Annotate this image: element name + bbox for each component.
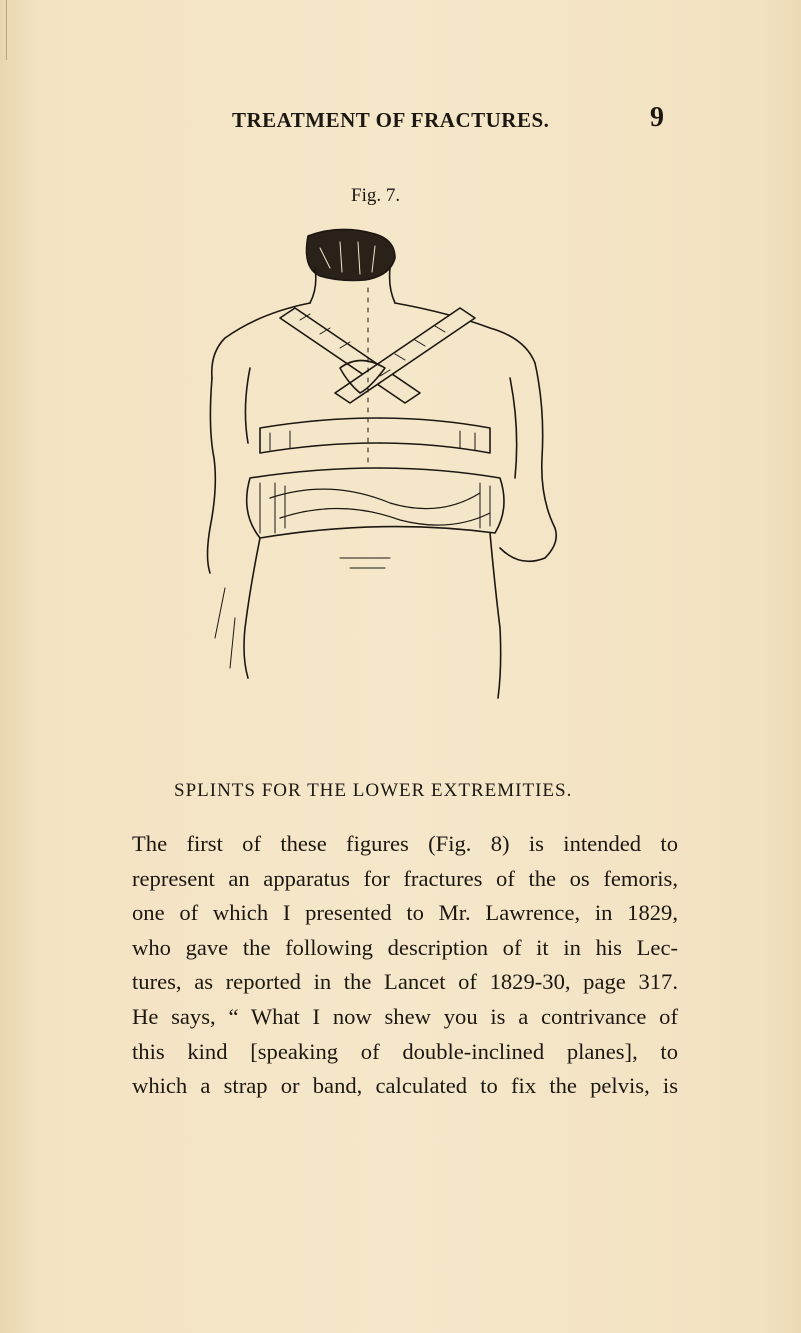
body-line: tures, as reported in the Lancet of 1829-30, page 317.: [132, 969, 678, 995]
running-head: TREATMENT OF FRACTURES.: [232, 108, 550, 132]
body-line: one of which I presented to Mr. Lawrence, in 1829,: [132, 900, 678, 926]
torso-bandage-illustration: [190, 228, 570, 708]
section-heading: SPLINTS FOR THE LOWER EXTREMITIES.: [174, 780, 573, 801]
page-number: 9: [650, 102, 664, 133]
gutter-line: [6, 0, 7, 60]
body-line: who gave the following description of it in his Lec-: [132, 934, 678, 960]
body-line: The first of these figures (Fig. 8) is intended to: [132, 831, 678, 856]
body-line: this kind [speaking of double-inclined planes], to: [132, 1038, 678, 1064]
body-line: represent an apparatus for fractures of the os femoris,: [132, 865, 678, 891]
body-line: which a strap or band, calculated to fix the pelvis, is: [132, 1073, 678, 1099]
body-line: He says, “ What I now shew you is a contrivance of: [132, 1003, 678, 1029]
body-paragraph: [132, 827, 678, 1104]
figure-caption: Fig. 7.: [351, 185, 401, 206]
